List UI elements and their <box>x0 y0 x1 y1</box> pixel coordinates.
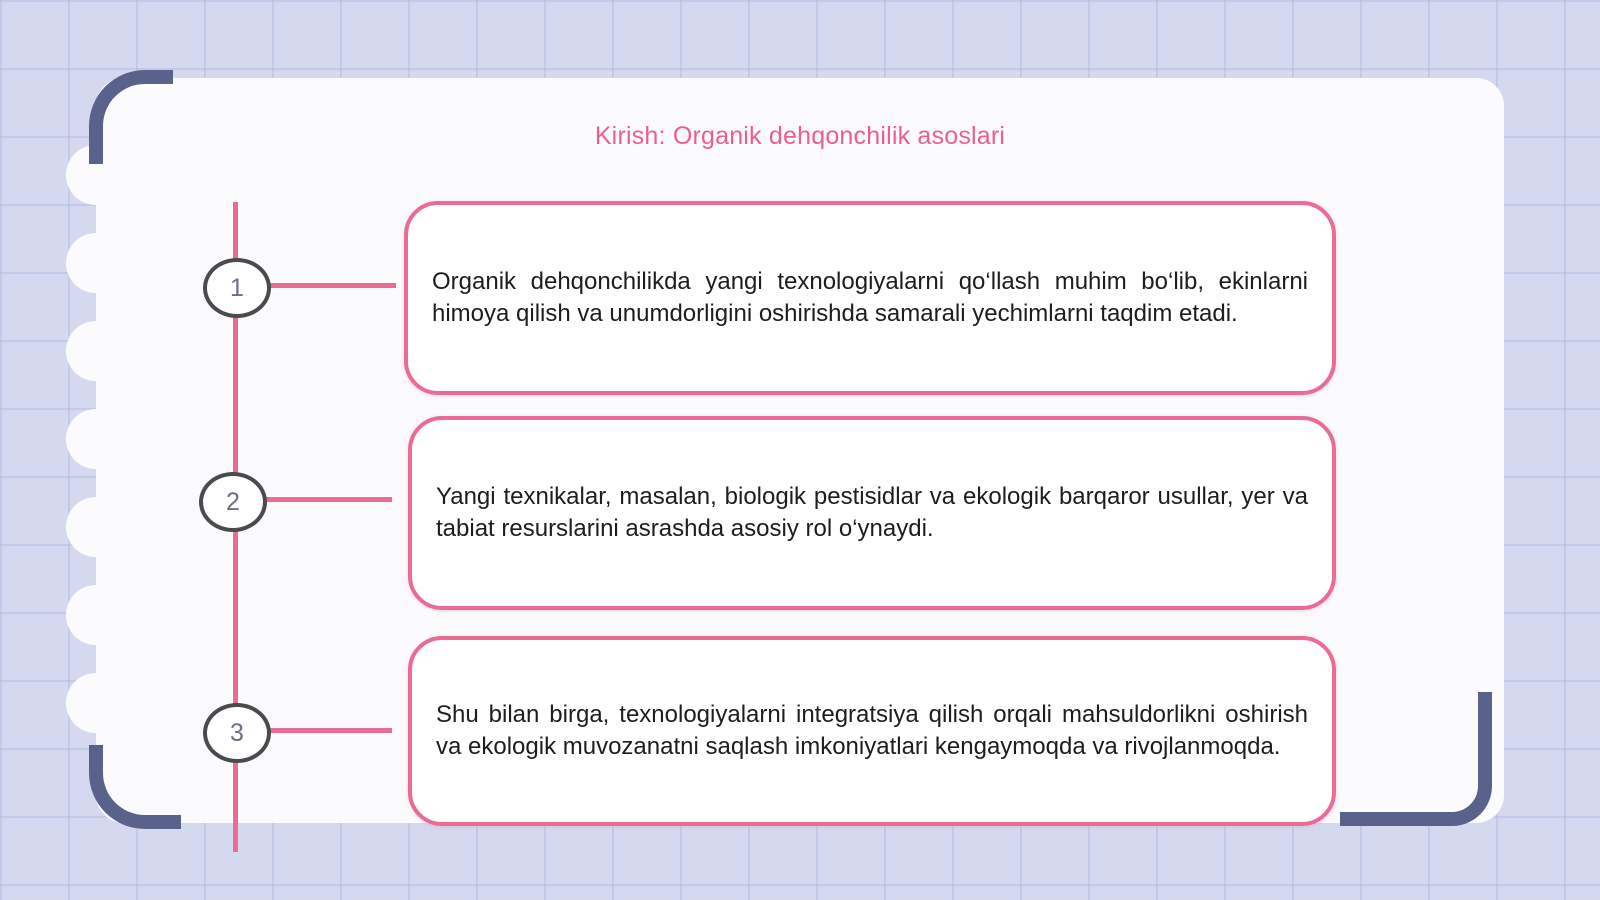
step-connector <box>262 497 392 502</box>
step-card <box>404 201 1336 395</box>
step-number-badge <box>203 703 271 763</box>
slide-title: Kirish: Organik dehqonchilik asoslari <box>594 122 1006 150</box>
step-number-badge <box>199 472 267 532</box>
step-number: 1 <box>230 273 244 302</box>
step-connector <box>266 283 396 288</box>
step-text: Organik dehqonchilikda yangi texnologiyalarni qo‘llash muhim bo‘lib, ekinlarni himoya qilish va unumdorligini oshirishda samarali yechimlarni taqdim etadi. <box>432 268 1308 327</box>
sheet-notch <box>66 233 126 293</box>
step-number: 2 <box>226 487 240 516</box>
step-card <box>408 636 1336 826</box>
sheet-notch <box>66 321 126 381</box>
sheet-notch <box>66 497 126 557</box>
corner-bracket-bottom-left <box>89 745 181 829</box>
step-number: 3 <box>230 718 244 747</box>
step-connector <box>266 728 392 733</box>
corner-bracket-top-left <box>89 70 173 164</box>
step-number-badge <box>203 258 271 318</box>
sheet-notch <box>66 409 126 469</box>
sheet-notch <box>66 585 126 645</box>
step-text: Yangi texnikalar, masalan, biologik pestisidlar va ekologik barqaror usullar, yer va tabiat resurslarini asrashda asosiy rol o‘ynaydi. <box>436 483 1308 542</box>
sheet-notch <box>66 673 126 733</box>
step-card <box>408 416 1336 610</box>
step-text: Shu bilan birga, texnologiyalarni integratsiya qilish orqali mahsuldorlikni oshirish va ekologik muvozanatni saqlash imkoniyatlari kengaymoqda va rivojlanmoqda. <box>436 701 1308 760</box>
corner-bracket-bottom-right <box>1340 692 1492 826</box>
